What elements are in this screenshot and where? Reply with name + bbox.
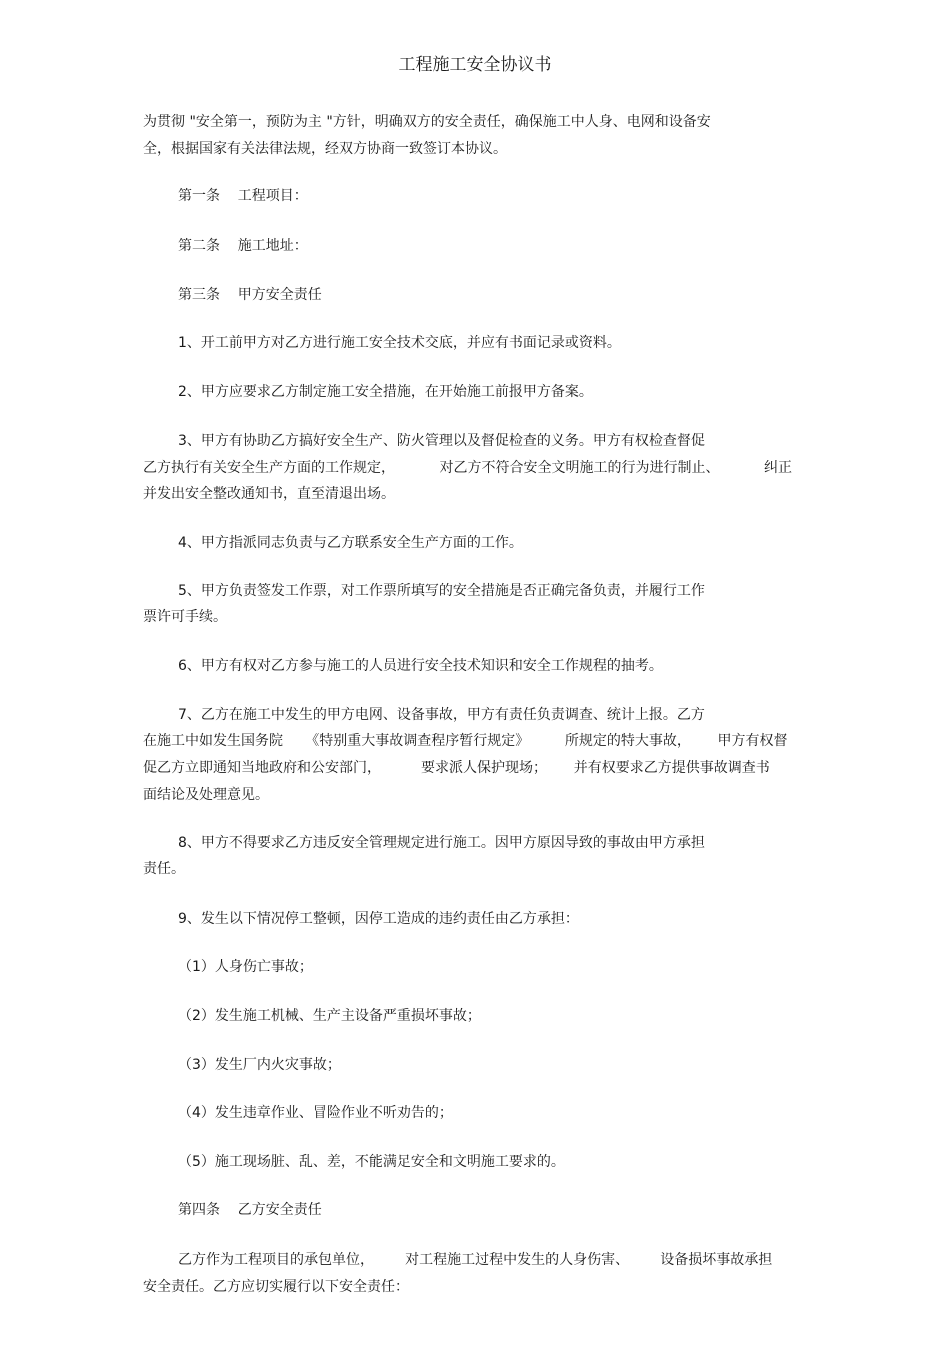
- article-4-heading: 第四条 乙方安全责任: [178, 1202, 322, 1218]
- clause-7-line-3: 促乙方立即通知当地政府和公安部门， 要求派人保护现场； 并有权要求乙方提供事故调查书: [143, 760, 770, 776]
- clause-1: 1、开工前甲方对乙方进行施工安全技术交底，并应有书面记录或资料。: [178, 335, 621, 351]
- clause-7-line-2: 在施工中如发生国务院 《特别重大事故调查程序暂行规定》 所规定的特大事故， 甲方有权督: [143, 733, 788, 749]
- intro-line-2: 全，根据国家有关法律法规，经双方协商一致签订本协议。: [143, 141, 507, 157]
- sub-item-2: （2）发生施工机械、生产主设备严重损坏事故；: [178, 1008, 481, 1024]
- article-3-heading: 第三条 甲方安全责任: [178, 287, 322, 303]
- clause-8-line-2: 责任。: [143, 861, 185, 877]
- clause-7-line-1: 7、乙方在施工中发生的甲方电网、设备事故，甲方有责任负责调查、统计上报。乙方: [178, 707, 705, 723]
- clause-4: 4、甲方指派同志负责与乙方联系安全生产方面的工作。: [178, 535, 523, 551]
- sub-item-1: （1）人身伤亡事故；: [178, 959, 313, 975]
- clause-3-line-2: 乙方执行有关安全生产方面的工作规定， 对乙方不符合安全文明施工的行为进行制止、 纠正: [143, 460, 793, 476]
- sub-item-4: （4）发生违章作业、冒险作业不听劝告的；: [178, 1105, 453, 1121]
- clause-6: 6、甲方有权对乙方参与施工的人员进行安全技术知识和安全工作规程的抽考。: [178, 658, 663, 674]
- article-1-heading: 第一条 工程项目：: [178, 188, 308, 204]
- sub-item-3: （3）发生厂内火灾事故；: [178, 1057, 341, 1073]
- clause-3-line-3: 并发出安全整改通知书，直至清退出场。: [143, 486, 395, 502]
- clause-9: 9、发生以下情况停工整顿，因停工造成的违约责任由乙方承担：: [178, 911, 579, 927]
- party-b-intro-line-1: 乙方作为工程项目的承包单位， 对工程施工过程中发生的人身伤害、 设备损坏事故承担: [178, 1252, 773, 1268]
- clause-3-line-1: 3、甲方有协助乙方搞好安全生产、防火管理以及督促检查的义务。甲方有权检查督促: [178, 433, 705, 449]
- clause-7-line-4: 面结论及处理意见。: [143, 787, 269, 803]
- document-title: 工程施工安全协议书: [398, 55, 552, 75]
- clause-5-line-1: 5、甲方负责签发工作票，对工作票所填写的安全措施是否正确完备负责，并履行工作: [178, 583, 705, 599]
- clause-2: 2、甲方应要求乙方制定施工安全措施，在开始施工前报甲方备案。: [178, 384, 593, 400]
- clause-8-line-1: 8、甲方不得要求乙方违反安全管理规定进行施工。因甲方原因导致的事故由甲方承担: [178, 835, 705, 851]
- clause-5-line-2: 票许可手续。: [143, 609, 227, 625]
- article-2-heading: 第二条 施工地址：: [178, 238, 308, 254]
- sub-item-5: （5）施工现场脏、乱、差，不能满足安全和文明施工要求的。: [178, 1154, 565, 1170]
- party-b-intro-line-2: 安全责任。乙方应切实履行以下安全责任：: [143, 1279, 409, 1295]
- intro-line-1: 为贯彻 "安全第一，预防为主 "方针，明确双方的安全责任，确保施工中人身、电网和设备安: [143, 114, 711, 130]
